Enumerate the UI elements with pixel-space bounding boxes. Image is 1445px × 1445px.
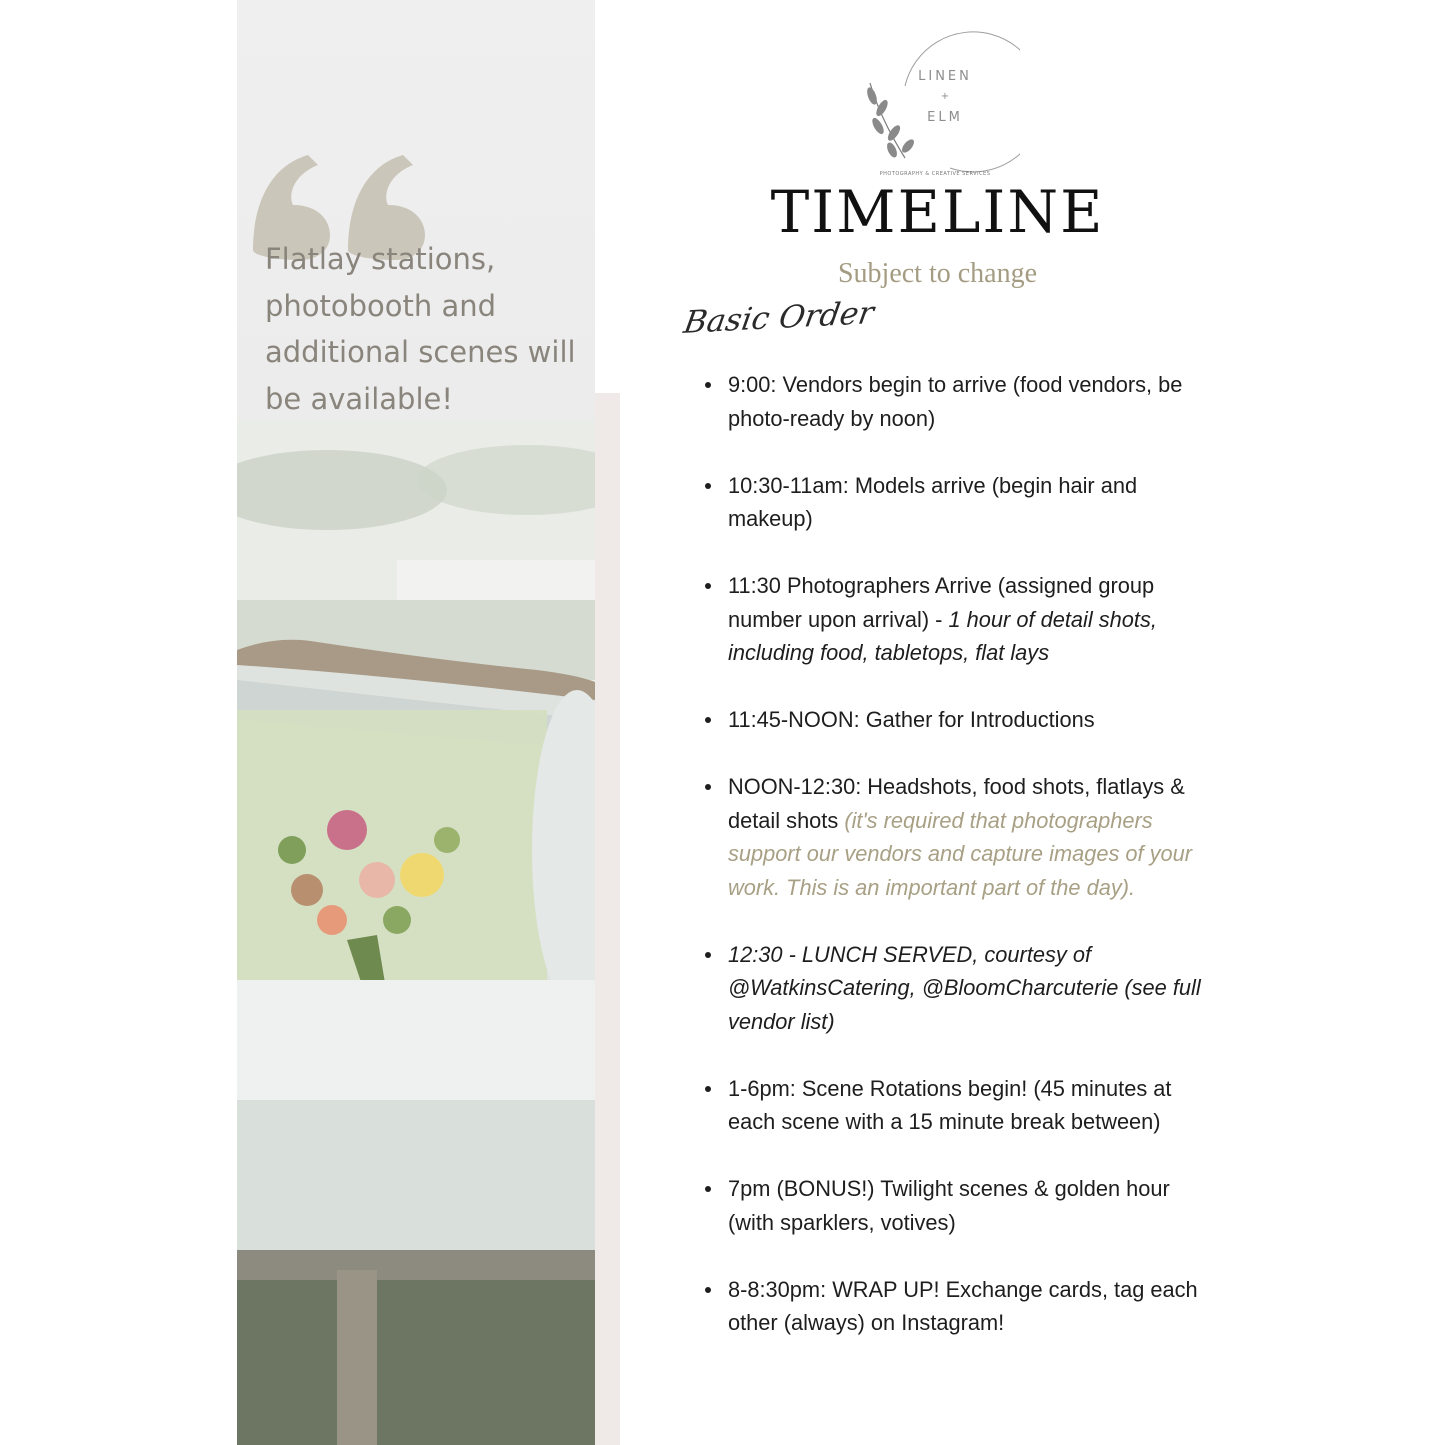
timeline-item: NOON-12:30: Headshots, food shots, flatlays & detail shots (it's required that photographers support our vendors and capture images of your work. This is an important part of the day).: [700, 770, 1210, 904]
page-subtitle: Subject to change: [837, 258, 1038, 289]
logo-line1: LINEN: [918, 69, 972, 84]
sofa-bouquet-photo: [237, 420, 595, 1445]
timeline-item: 11:30 Photographers Arrive (assigned group number upon arrival) - 1 hour of detail shots, including food, tabletops, flat lays: [700, 569, 1210, 670]
logo-line2: ELM: [927, 110, 963, 125]
timeline-item-emphasis: 1 hour of detail shots, including food, tabletops, flat lays: [728, 606, 1157, 665]
timeline-item: 7pm (BONUS!) Twilight scenes & golden hour (with sparklers, votives): [700, 1172, 1210, 1239]
timeline-item: 8-8:30pm: WRAP UP! Exchange cards, tag each other (always) on Instagram!: [700, 1273, 1210, 1340]
timeline-list: [700, 368, 1210, 1373]
page-title: TIMELINE: [770, 178, 1105, 246]
timeline-item: [700, 938, 1210, 1039]
logo-plus: +: [940, 91, 950, 102]
timeline-item: 1-6pm: Scene Rotations begin! (45 minutes at each scene with a 15 minute break between): [700, 1072, 1210, 1139]
section-label: Basic Order: [681, 295, 877, 341]
timeline-item: 11:45-NOON: Gather for Introductions: [700, 703, 1210, 737]
sidebar-quote: Flatlay stations, photobooth and additional scenes will be available!: [265, 242, 576, 416]
linen-elm-logo: [850, 28, 1020, 178]
accent-strip: [595, 393, 620, 1445]
logo-tagline: PHOTOGRAPHY & CREATIVE SERVICES: [879, 171, 991, 177]
timeline-item-note: (it's required that photographers support our vendors and capture images of your work. This is an important part of the day).: [728, 807, 1193, 900]
timeline-item: 9:00: Vendors begin to arrive (food vendors, be photo-ready by noon): [700, 368, 1210, 435]
timeline-item-emphasis: 12:30 - LUNCH SERVED, courtesy of @WatkinsCatering, @BloomCharcuterie (see full vendor list): [728, 941, 1201, 1034]
timeline-item: 10:30-11am: Models arrive (begin hair and makeup): [700, 469, 1210, 536]
